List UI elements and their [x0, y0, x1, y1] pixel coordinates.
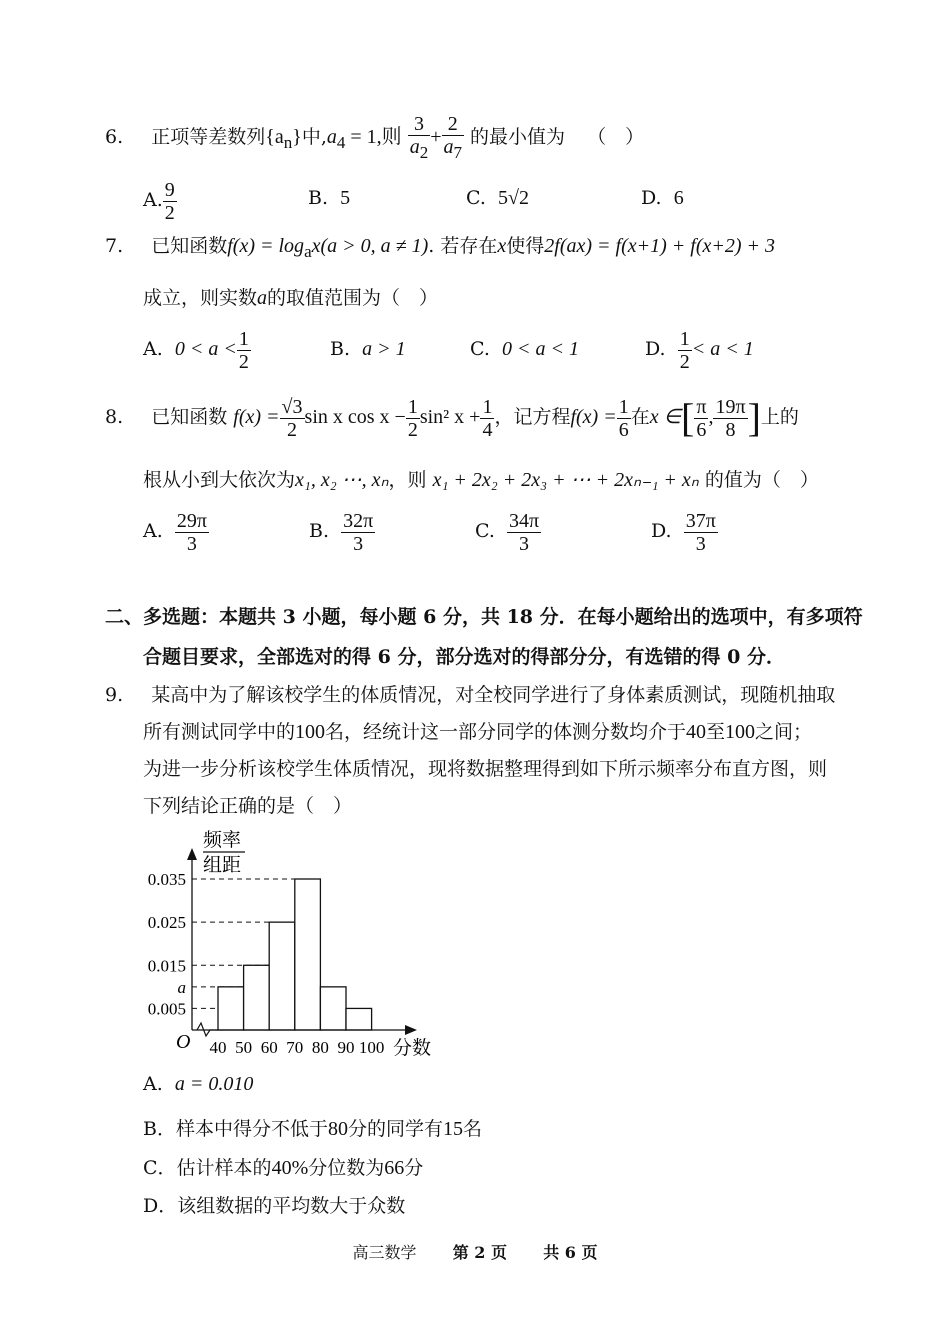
- y-tick-label: 0.005: [147, 999, 186, 1019]
- q7-number: 7.: [105, 235, 124, 257]
- q9-line1-text: 某高中为了解该校学生的体质情况，对全校同学进行了身体素质测试，现随机抽取: [151, 684, 836, 706]
- q8-frac-quarter: $\frac{1}{4}$: [482, 395, 493, 441]
- q9-option-c: C．估计样本的40%分位数为66分: [143, 1157, 424, 1179]
- q9-line-4: 下列结论正确的是（ ）: [143, 795, 353, 817]
- q8-line-1: [105, 390, 799, 445]
- q9-option-d: D．该组数据的平均数大于众数: [143, 1195, 406, 1217]
- q8-left-bracket: [: [681, 395, 695, 440]
- q6-fraction-2: $\frac{2}{a_7}$: [443, 113, 462, 163]
- q8-number: 8.: [105, 406, 124, 428]
- q6-option-b: B. 5: [308, 187, 351, 209]
- q6-stem-pre: 正项等差数列: [151, 126, 266, 148]
- q9-number: 9.: [105, 684, 124, 706]
- origin-label: O: [176, 1031, 191, 1053]
- q6-fraction-1: $\frac{3}{a_2}$: [409, 113, 429, 163]
- q7-stem-mid: . 若存在: [428, 235, 498, 257]
- histogram-bar-40-50: [218, 987, 244, 1030]
- q8-frac-sqrt3: $\frac{√3}{2}$: [281, 395, 303, 441]
- q8-option-b: B. $\frac{32\pi}{3}$: [309, 509, 374, 555]
- x-tick-label: 80: [311, 1038, 329, 1057]
- q8-frac-sixth: $\frac{1}{6}$: [618, 395, 629, 441]
- q7-option-c: C. 0 < a < 1: [470, 338, 579, 360]
- y-tick-label: a: [177, 977, 186, 997]
- q8-stem-in: 在: [630, 406, 650, 428]
- histogram-bar-60-70: [269, 922, 295, 1030]
- q6-option-a: A. $\frac{9}{2}$: [143, 178, 175, 224]
- q8-option-a: A. $\frac{29\pi}{3}$: [143, 509, 207, 555]
- q6-stem-mid: 中,: [301, 126, 327, 148]
- q8-stem-mid: ，记方程: [494, 406, 571, 428]
- q6-stem-post: 的最小值为: [470, 126, 566, 148]
- q6-plus: +: [430, 126, 442, 148]
- histogram-bar-70-80: [295, 879, 321, 1030]
- x-tick-label: 50: [235, 1038, 253, 1057]
- y-axis-arrow: [187, 848, 197, 860]
- q8-stem-post: 上的: [760, 406, 799, 428]
- q7-stem-mid2: 使得: [506, 235, 545, 257]
- y-axis-title-top: 频率: [203, 830, 242, 851]
- footer-subject: 高三数学: [352, 1243, 417, 1262]
- q8-line-2: 根从小到大依次为x₁, x₂ ⋯, xₙ，则 x₁ + 2x₂ + 2x₃ + ⋯ + 2xₙ₋₁ + xₙ 的值为（ ）: [143, 469, 819, 491]
- frequency-histogram: [135, 820, 455, 1065]
- q8-frac-half: $\frac{1}{2}$: [407, 395, 418, 441]
- q8-fx: f(x) =: [570, 406, 617, 428]
- q6-line: [105, 112, 644, 162]
- x-tick-label: 70: [286, 1038, 304, 1057]
- q9-line-3: 为进一步分析该校学生体质情况，现将数据整理得到如下所示频率分布直方图，则: [143, 758, 828, 780]
- q8-option-d: D. $\frac{37\pi}{3}$: [651, 509, 716, 555]
- q8-frac-19pi8: $\frac{19\pi}{8}$: [715, 395, 746, 441]
- q7-equation: 2f(ax) = f(x+1) + f(x+2) + 3: [544, 235, 776, 257]
- x-axis-arrow: [405, 1025, 417, 1035]
- q6-option-c: C. 5√2: [466, 187, 529, 209]
- q7-option-a: A. 0 < a < $\frac{1}{2}$: [143, 327, 249, 373]
- histogram-y-labels: [148, 870, 186, 1018]
- y-tick-label: 0.035: [147, 870, 186, 889]
- histogram-x-labels: [210, 1038, 385, 1057]
- q7-line-1: [105, 231, 775, 262]
- page-footer: [0, 1240, 950, 1263]
- q8-frac-pi6: $\frac{\pi}{6}$: [696, 395, 707, 441]
- q7-option-d: D. $\frac{1}{2}$ < a < 1: [645, 327, 754, 373]
- footer-page: 第 2 页: [452, 1243, 507, 1262]
- q6-paren: （ ）: [587, 126, 645, 148]
- q8-mid2: sin² x +: [419, 406, 481, 428]
- section2-line-1: 二、多选题：本题共 3 小题，每小题 6 分，共 18 分．在每小题给出的选项中，有多项符: [105, 606, 863, 628]
- x-tick-label: 40: [209, 1038, 227, 1057]
- histogram-bar-80-90: [320, 987, 346, 1030]
- footer-total: 共 6 页: [543, 1243, 598, 1262]
- q8-comma: ,: [708, 406, 714, 428]
- section2-line-2: 合题目要求，全部选对的得 6 分，部分选对的得部分分，有选错的得 0 分．: [143, 646, 785, 668]
- q9-option-a: A. a = 0.010: [143, 1073, 254, 1095]
- y-axis-title-bottom: 组距: [203, 855, 242, 876]
- histogram-bar-90-100: [346, 1008, 372, 1030]
- histogram-bars: [218, 879, 372, 1030]
- histogram-bar-50-60: [244, 965, 270, 1030]
- y-tick-label: 0.015: [147, 956, 186, 976]
- q9-line-2: 所有测试同学中的100名，经统计这一部分同学的体测分数均介于40至100之间；: [143, 721, 813, 743]
- y-tick-label: 0.025: [147, 913, 186, 933]
- q8-f-pre: f(x) =: [233, 406, 280, 428]
- q6-seq: $\{a_n\}$: [265, 126, 302, 152]
- q8-xin: x ∈: [649, 406, 682, 428]
- q8-right-bracket: ]: [747, 395, 761, 440]
- q7-option-b: B. a > 1: [330, 338, 406, 360]
- q6-number: 6.: [105, 126, 124, 148]
- q8-mid1: sin x cos x −: [304, 406, 406, 428]
- x-tick-label: 90: [337, 1038, 355, 1057]
- x-tick-label: 60: [260, 1038, 278, 1057]
- q7-stem-pre: 已知函数: [151, 235, 228, 257]
- q7-x: x: [497, 235, 507, 257]
- x-tick-label: 100: [358, 1038, 385, 1057]
- q8-stem-pre: 已知函数: [151, 406, 228, 428]
- q9-option-b: B．样本中得分不低于80分的同学有15名: [143, 1118, 483, 1140]
- x-axis-title: 分数: [393, 1038, 432, 1059]
- q7-function: $f(x) = \log_ax(a > 0$, a ≠ 1): [227, 235, 429, 261]
- q8-option-c: C. $\frac{34\pi}{3}$: [475, 509, 540, 555]
- q7-line-2: 成立，则实数a的取值范围为（ ）: [143, 287, 439, 309]
- q6-option-d: D. 6: [641, 187, 684, 209]
- q9-line-1: [105, 680, 835, 707]
- q6-a4: $a_4 = 1$,则: [326, 126, 402, 152]
